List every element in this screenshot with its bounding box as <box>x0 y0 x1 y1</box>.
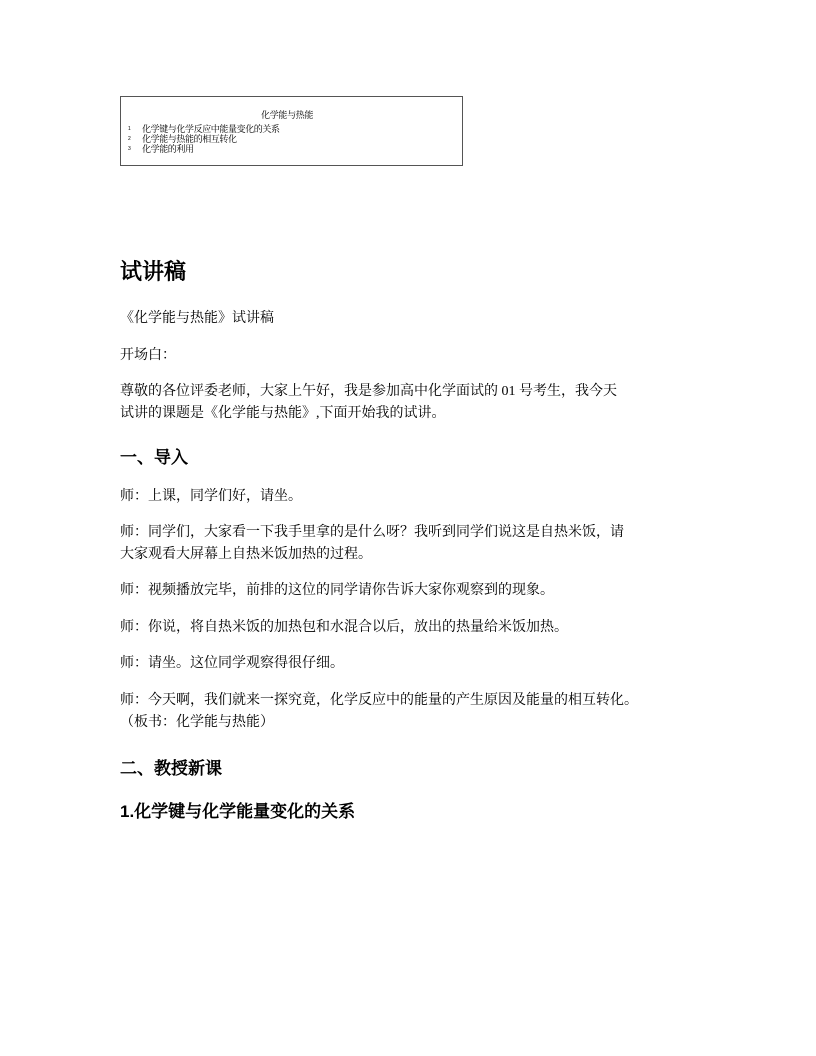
subsection-heading: 1.化学键与化学能量变化的关系 <box>120 802 356 821</box>
document-title: 试讲稿 <box>120 259 187 284</box>
paragraph-line: 师：同学们，大家看一下我手里拿的是什么呀？我听到同学们说这是自热米饭，请 <box>120 525 624 540</box>
board-item-number: 1 <box>128 126 131 133</box>
section-heading-new-lesson: 二、教授新课 <box>120 759 222 778</box>
intro-line-1: 尊敬的各位评委老师，大家上午好，我是参加高中化学面试的 01 号考生，我今天 <box>120 384 617 399</box>
paragraph: 师：你说，将自热米饭的加热包和水混合以后，放出的热量给米饭加热。 <box>120 620 568 635</box>
board-item-number: 2 <box>128 136 131 143</box>
board-item-text: 化学键与化学反应中能量变化的关系 <box>142 124 280 134</box>
paragraph-line: 大家观看大屏幕上自热米饭加热的过程。 <box>120 547 372 562</box>
paragraph: 师：视频播放完毕，前排的这位的同学请你告诉大家你观察到的现象。 <box>120 583 554 598</box>
blackboard-outline-image <box>120 96 463 166</box>
board-item-text: 化学能的利用 <box>142 144 194 154</box>
intro-line-2: 试讲的课题是《化学能与热能》,下面开始我的试讲。 <box>120 406 446 421</box>
paragraph-line: （板书：化学能与热能） <box>120 715 274 730</box>
board-item <box>128 145 194 154</box>
paragraph-line: 师：今天啊，我们就来一探究竟，化学反应中的能量的产生原因及能量的相互转化。 <box>120 693 638 708</box>
opening-label: 开场白： <box>120 348 176 363</box>
lesson-subtitle: 《化学能与热能》试讲稿 <box>120 311 274 326</box>
paragraph: 师：请坐。这位同学观察得很仔细。 <box>120 656 344 671</box>
board-item <box>128 135 237 144</box>
board-item-number: 3 <box>128 146 131 153</box>
board-title: 化学能与热能 <box>261 110 314 120</box>
paragraph: 师：上课，同学们好，请坐。 <box>120 489 302 504</box>
section-heading-intro: 一、导入 <box>120 448 188 467</box>
board-item <box>128 125 280 134</box>
board-item-text: 化学能与热能的相互转化 <box>142 134 237 144</box>
